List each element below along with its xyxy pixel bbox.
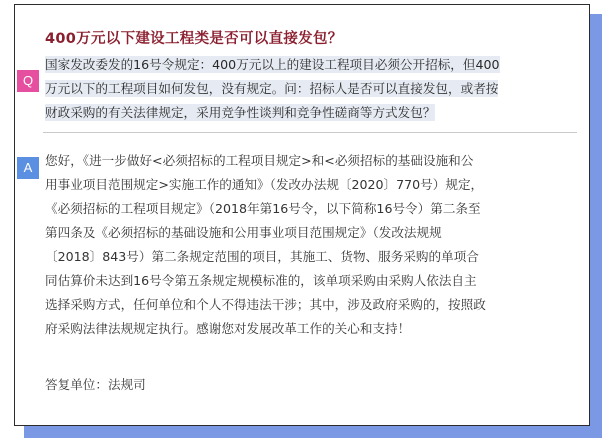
divider	[43, 132, 577, 133]
question-line: 财政采购的有关法律规定，采用竞争性谈判和竞争性磋商等方式发包？	[45, 105, 436, 120]
question-line: 国家发改委发的16号令规定：400万元以上的建设工程项目必须公开招标，但400	[45, 57, 500, 72]
question-badge: Q	[17, 70, 39, 92]
question-line: 万元以下的工程项目如何发包，没有规定。问：招标人是否可以直接发包，或者按	[45, 81, 499, 96]
answer-line: 〔2018〕843号）第二条规定范围的项目，其施工、货物、服务采购的单项合	[45, 249, 479, 264]
answer-text	[45, 149, 585, 341]
question-text	[45, 53, 585, 125]
answer-line: 选择采购方式，任何单位和个人不得违法干涉；其中，涉及政府采购的，按照政	[45, 297, 486, 312]
question-title: 400万元以下建设工程类是否可以直接发包？	[45, 31, 343, 47]
answer-line: 您好，《进一步做好<必须招标的工程项目规定>和<必须招标的基础设施和公	[45, 153, 474, 168]
reply-unit: 答复单位：法规司	[45, 377, 146, 392]
answer-line: 《必须招标的工程项目规定》（2018年第16号令，以下简称16号令）第二条至	[45, 201, 481, 216]
answer-line: 第四条及《必须招标的基础设施和公用事业项目范围规定》（发改法规规	[45, 225, 442, 240]
answer-line: 府采购法律法规规定执行。感谢您对发展改革工作的关心和支持！	[45, 321, 411, 336]
qa-card	[14, 4, 590, 426]
answer-line: 用事业项目范围规定>实施工作的通知》（发改办法规〔2020〕770号）规定，	[45, 177, 484, 192]
answer-badge: A	[17, 157, 39, 179]
answer-line: 同估算价未达到16号令第五条规定规模标准的，该单项采购由采购人依法自主	[45, 273, 477, 288]
